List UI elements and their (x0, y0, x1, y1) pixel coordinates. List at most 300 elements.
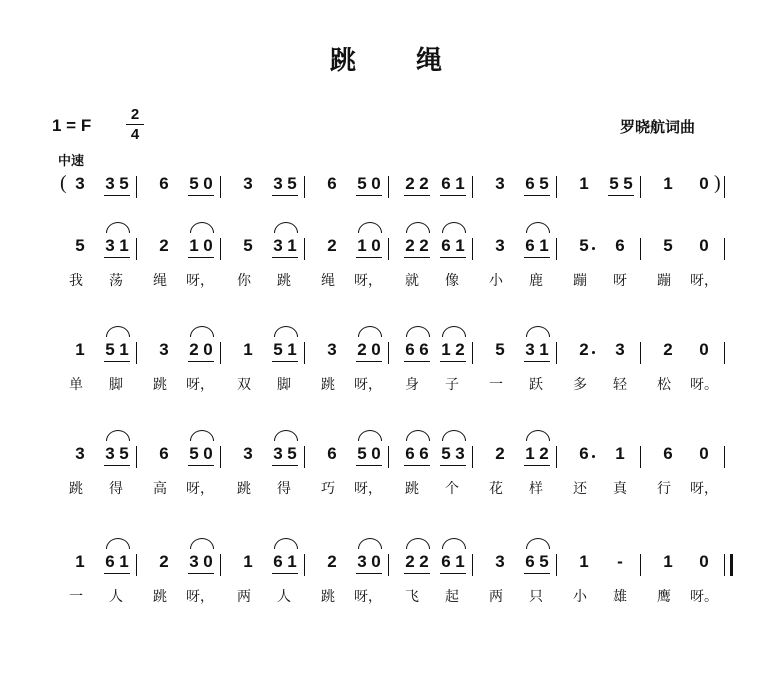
barline (136, 238, 137, 260)
lyrics-row-3 (46, 478, 746, 500)
slur (106, 538, 130, 549)
barline (220, 238, 221, 260)
note: 0 (699, 444, 709, 463)
beam-underline (608, 195, 634, 196)
note: 6 (663, 444, 673, 463)
lyric-word: 小 (489, 273, 503, 289)
lyric-word: 蹦 (657, 273, 671, 289)
beam-underline (404, 573, 430, 574)
note: 1 (455, 174, 465, 193)
note: 0 (203, 552, 213, 571)
slur (406, 538, 430, 549)
lyric-word: 小 (573, 589, 587, 605)
note: 2 (405, 552, 415, 571)
lyric-word: 飞 (405, 589, 419, 605)
note: 3 (273, 236, 283, 255)
note: 5 (579, 236, 589, 255)
note: 0 (371, 236, 381, 255)
lyrics-row-2 (46, 374, 746, 396)
slur (358, 538, 382, 549)
note: 1 (539, 340, 549, 359)
barline (388, 554, 389, 576)
lyric-word: 荡 (109, 273, 123, 289)
note: 1 (119, 236, 129, 255)
barline (136, 446, 137, 468)
beam-underline (356, 257, 382, 258)
slur (190, 326, 214, 337)
lyric-word: 呀， (354, 377, 382, 393)
intro-row (46, 170, 746, 206)
note: 3 (243, 174, 253, 193)
barline (220, 342, 221, 364)
note: 0 (699, 340, 709, 359)
notation-row-2 (46, 336, 746, 372)
beam-underline (272, 257, 298, 258)
beam-underline (188, 361, 214, 362)
note: 1 (287, 236, 297, 255)
barline (640, 342, 641, 364)
lyric-word: 呀， (690, 481, 718, 497)
time-signature-top: 2 (130, 106, 140, 123)
slur (274, 538, 298, 549)
final-barline (724, 554, 733, 576)
note: 2 (405, 174, 415, 193)
barline (724, 238, 725, 260)
lyric-word: 呀。 (690, 589, 718, 605)
beam-underline (356, 195, 382, 196)
note: 2 (539, 444, 549, 463)
lyric-word: 呀 (613, 273, 627, 289)
note: 1 (119, 552, 129, 571)
beam-underline (524, 257, 550, 258)
slur (442, 326, 466, 337)
note: 2 (327, 552, 337, 571)
note: 3 (105, 444, 115, 463)
lyric-word: 呀， (354, 589, 382, 605)
note: 3 (189, 552, 199, 571)
slur (442, 222, 466, 233)
slur (442, 430, 466, 441)
note: 1 (243, 552, 253, 571)
note: 3 (615, 340, 625, 359)
lyric-word: 多 (573, 377, 587, 393)
lyric-word: 人 (277, 589, 291, 605)
lyrics-row-1 (46, 270, 746, 292)
note: 1 (455, 236, 465, 255)
note: 6 (159, 174, 169, 193)
lyric-word: 得 (109, 481, 123, 497)
note: 3 (495, 552, 505, 571)
barline (640, 446, 641, 468)
note: 2 (419, 236, 429, 255)
note: 5 (663, 236, 673, 255)
lyric-word: 呀， (354, 273, 382, 289)
lyric-word: 花 (489, 481, 503, 497)
barline (304, 176, 305, 198)
lyric-word: 蹦 (573, 273, 587, 289)
beam-underline (272, 465, 298, 466)
barline (724, 446, 725, 468)
lyric-word: 松 (657, 377, 671, 393)
barline (220, 554, 221, 576)
note: 3 (75, 444, 85, 463)
note: 3 (105, 236, 115, 255)
lyric-word: 鹰 (657, 589, 671, 605)
barline (472, 238, 473, 260)
note: 1 (615, 444, 625, 463)
note: 2 (159, 552, 169, 571)
slur (358, 326, 382, 337)
lyric-word: 两 (237, 589, 251, 605)
augmentation-dot (592, 247, 595, 250)
barline (472, 554, 473, 576)
barline (136, 554, 137, 576)
close-paren: ) (714, 172, 721, 194)
beam-underline (104, 195, 130, 196)
lyric-word: 你 (237, 273, 251, 289)
note: 1 (663, 552, 673, 571)
note: 5 (357, 174, 367, 193)
beam-underline (356, 465, 382, 466)
note: 0 (371, 340, 381, 359)
note: 6 (525, 174, 535, 193)
beam-underline (188, 195, 214, 196)
note: 1 (243, 340, 253, 359)
barline (304, 446, 305, 468)
lyric-word: 跳 (321, 377, 335, 393)
lyrics-row-4 (46, 586, 746, 608)
barline (388, 446, 389, 468)
note: 5 (357, 444, 367, 463)
note: 3 (327, 340, 337, 359)
note: 2 (455, 340, 465, 359)
lyric-word: 轻 (613, 377, 627, 393)
note: 0 (203, 174, 213, 193)
lyric-word: 行 (657, 481, 671, 497)
note: 3 (159, 340, 169, 359)
note: 3 (75, 174, 85, 193)
note: 1 (287, 552, 297, 571)
lyric-word: 真 (613, 481, 627, 497)
lyric-word: 巧 (321, 481, 335, 497)
note: 6 (525, 236, 535, 255)
barline (304, 238, 305, 260)
augmentation-dot (592, 351, 595, 354)
open-paren: ( (60, 172, 67, 194)
beam-underline (440, 465, 466, 466)
lyric-word: 一 (489, 377, 503, 393)
note: 0 (699, 174, 709, 193)
note: 0 (203, 236, 213, 255)
note: 5 (539, 174, 549, 193)
slur (274, 430, 298, 441)
augmentation-dot (592, 455, 595, 458)
note: 5 (119, 444, 129, 463)
beam-underline (104, 465, 130, 466)
note: 5 (243, 236, 253, 255)
note: 5 (623, 174, 633, 193)
note: 5 (273, 340, 283, 359)
lyric-word: 呀， (186, 377, 214, 393)
barline (556, 176, 557, 198)
note: 5 (287, 174, 297, 193)
note: 3 (243, 444, 253, 463)
note: 6 (441, 236, 451, 255)
note: 0 (371, 552, 381, 571)
lyric-word: 只 (529, 589, 543, 605)
lyric-word: 跳 (153, 377, 167, 393)
barline (556, 554, 557, 576)
beam-underline (188, 573, 214, 574)
barline (388, 238, 389, 260)
time-signature-bar (126, 124, 144, 125)
note: 1 (75, 340, 85, 359)
beam-underline (104, 257, 130, 258)
lyric-word: 双 (237, 377, 251, 393)
beam-underline (104, 361, 130, 362)
note: 6 (525, 552, 535, 571)
barline (556, 342, 557, 364)
lyric-word: 我 (69, 273, 83, 289)
beam-underline (440, 573, 466, 574)
barline (472, 342, 473, 364)
note: 1 (119, 340, 129, 359)
lyric-word: 跃 (529, 377, 543, 393)
slur (526, 326, 550, 337)
note: 2 (159, 236, 169, 255)
key-signature: 1 = F (52, 116, 92, 135)
barline (304, 342, 305, 364)
beam-underline (440, 195, 466, 196)
note: 5 (119, 174, 129, 193)
barline (640, 554, 641, 576)
note: 2 (579, 340, 589, 359)
lyric-word: 跳 (321, 589, 335, 605)
note: 5 (105, 340, 115, 359)
barline (640, 176, 641, 198)
note: 5 (189, 174, 199, 193)
note: 6 (419, 340, 429, 359)
lyric-word: 像 (445, 273, 459, 289)
beam-underline (440, 361, 466, 362)
beam-underline (272, 573, 298, 574)
barline (388, 176, 389, 198)
lyric-word: 个 (445, 481, 459, 497)
lyric-word: 脚 (277, 377, 291, 393)
note: 3 (273, 174, 283, 193)
notation-row-3 (46, 440, 746, 476)
slur (190, 538, 214, 549)
slur (406, 326, 430, 337)
note: 1 (75, 552, 85, 571)
slur (526, 430, 550, 441)
lyric-word: 绳 (321, 273, 335, 289)
note: 3 (495, 236, 505, 255)
beam-underline (524, 573, 550, 574)
slur (358, 222, 382, 233)
note: 6 (327, 444, 337, 463)
note: 3 (105, 174, 115, 193)
barline (640, 238, 641, 260)
note: 6 (159, 444, 169, 463)
lyric-word: 跳 (69, 481, 83, 497)
slur (274, 222, 298, 233)
note: 1 (579, 552, 589, 571)
lyric-word: 呀， (186, 481, 214, 497)
barline (388, 342, 389, 364)
barline (220, 446, 221, 468)
barline (472, 446, 473, 468)
notation-row-1 (46, 232, 746, 268)
note: 1 (579, 174, 589, 193)
lyric-word: 雄 (613, 589, 627, 605)
notation-row-4 (46, 548, 746, 584)
note: 6 (419, 444, 429, 463)
note: 2 (357, 340, 367, 359)
note: 2 (327, 236, 337, 255)
note: 1 (287, 340, 297, 359)
lyric-word: 跳 (153, 589, 167, 605)
note: 0 (203, 340, 213, 359)
beam-underline (272, 195, 298, 196)
note: 0 (371, 174, 381, 193)
lyric-word: 还 (573, 481, 587, 497)
note: 6 (405, 444, 415, 463)
beam-underline (440, 257, 466, 258)
note: 3 (455, 444, 465, 463)
note: 1 (539, 236, 549, 255)
lyric-word: 跳 (277, 273, 291, 289)
barline (136, 342, 137, 364)
barline (136, 176, 137, 198)
beam-underline (104, 573, 130, 574)
lyric-word: 样 (529, 481, 543, 497)
lyric-word: 单 (69, 377, 83, 393)
barline (304, 554, 305, 576)
lyric-word: 身 (405, 377, 419, 393)
slur (406, 222, 430, 233)
lyric-word: 跳 (405, 481, 419, 497)
beam-underline (188, 257, 214, 258)
lyric-word: 呀， (690, 273, 718, 289)
note: 0 (371, 444, 381, 463)
lyric-word: 呀， (186, 589, 214, 605)
barline (556, 238, 557, 260)
lyric-word: 人 (109, 589, 123, 605)
slur (442, 538, 466, 549)
slur (526, 538, 550, 549)
beam-underline (524, 465, 550, 466)
slur (106, 222, 130, 233)
note: 2 (663, 340, 673, 359)
note: 1 (455, 552, 465, 571)
note: 2 (495, 444, 505, 463)
beam-underline (404, 257, 430, 258)
note: 2 (189, 340, 199, 359)
lyric-word: 脚 (109, 377, 123, 393)
note: 2 (419, 552, 429, 571)
note: 1 (525, 444, 535, 463)
lyric-word: 呀， (354, 481, 382, 497)
lyric-word: 呀， (186, 273, 214, 289)
note: - (617, 552, 623, 571)
slur (406, 430, 430, 441)
note: 3 (525, 340, 535, 359)
note: 5 (609, 174, 619, 193)
note: 6 (405, 340, 415, 359)
beam-underline (404, 465, 430, 466)
note: 1 (441, 340, 451, 359)
note: 6 (327, 174, 337, 193)
beam-underline (404, 361, 430, 362)
barline (556, 446, 557, 468)
note: 1 (189, 236, 199, 255)
note: 1 (663, 174, 673, 193)
note: 6 (105, 552, 115, 571)
tempo-marking: 中速 (58, 154, 85, 169)
slur (190, 430, 214, 441)
slur (190, 222, 214, 233)
note: 1 (357, 236, 367, 255)
time-signature-bottom: 4 (130, 126, 140, 143)
slur (526, 222, 550, 233)
note: 0 (699, 236, 709, 255)
note: 5 (441, 444, 451, 463)
lyric-word: 起 (445, 589, 459, 605)
beam-underline (356, 573, 382, 574)
note: 2 (405, 236, 415, 255)
note: 3 (495, 174, 505, 193)
note: 6 (441, 174, 451, 193)
note: 0 (203, 444, 213, 463)
note: 6 (615, 236, 625, 255)
lyric-word: 子 (445, 377, 459, 393)
beam-underline (356, 361, 382, 362)
lyric-word: 跳 (237, 481, 251, 497)
note: 3 (273, 444, 283, 463)
barline (724, 342, 725, 364)
lyric-word: 呀。 (690, 377, 718, 393)
barline (724, 176, 725, 198)
note: 0 (699, 552, 709, 571)
lyric-word: 就 (405, 273, 419, 289)
time-signature (126, 106, 144, 143)
note: 5 (189, 444, 199, 463)
note: 6 (441, 552, 451, 571)
slur (358, 430, 382, 441)
barline (472, 176, 473, 198)
note: 5 (539, 552, 549, 571)
lyric-word: 鹿 (529, 273, 543, 289)
song-title: 跳绳 (329, 46, 502, 76)
beam-underline (404, 195, 430, 196)
slur (106, 326, 130, 337)
note: 2 (419, 174, 429, 193)
note: 5 (75, 236, 85, 255)
lyric-word: 绳 (153, 273, 167, 289)
note: 3 (357, 552, 367, 571)
author-credit: 罗晓航词曲 (620, 118, 696, 136)
beam-underline (272, 361, 298, 362)
note: 5 (287, 444, 297, 463)
note: 5 (495, 340, 505, 359)
note: 6 (579, 444, 589, 463)
barline (220, 176, 221, 198)
lyric-word: 两 (489, 589, 503, 605)
slur (274, 326, 298, 337)
beam-underline (524, 361, 550, 362)
lyric-word: 一 (69, 589, 83, 605)
